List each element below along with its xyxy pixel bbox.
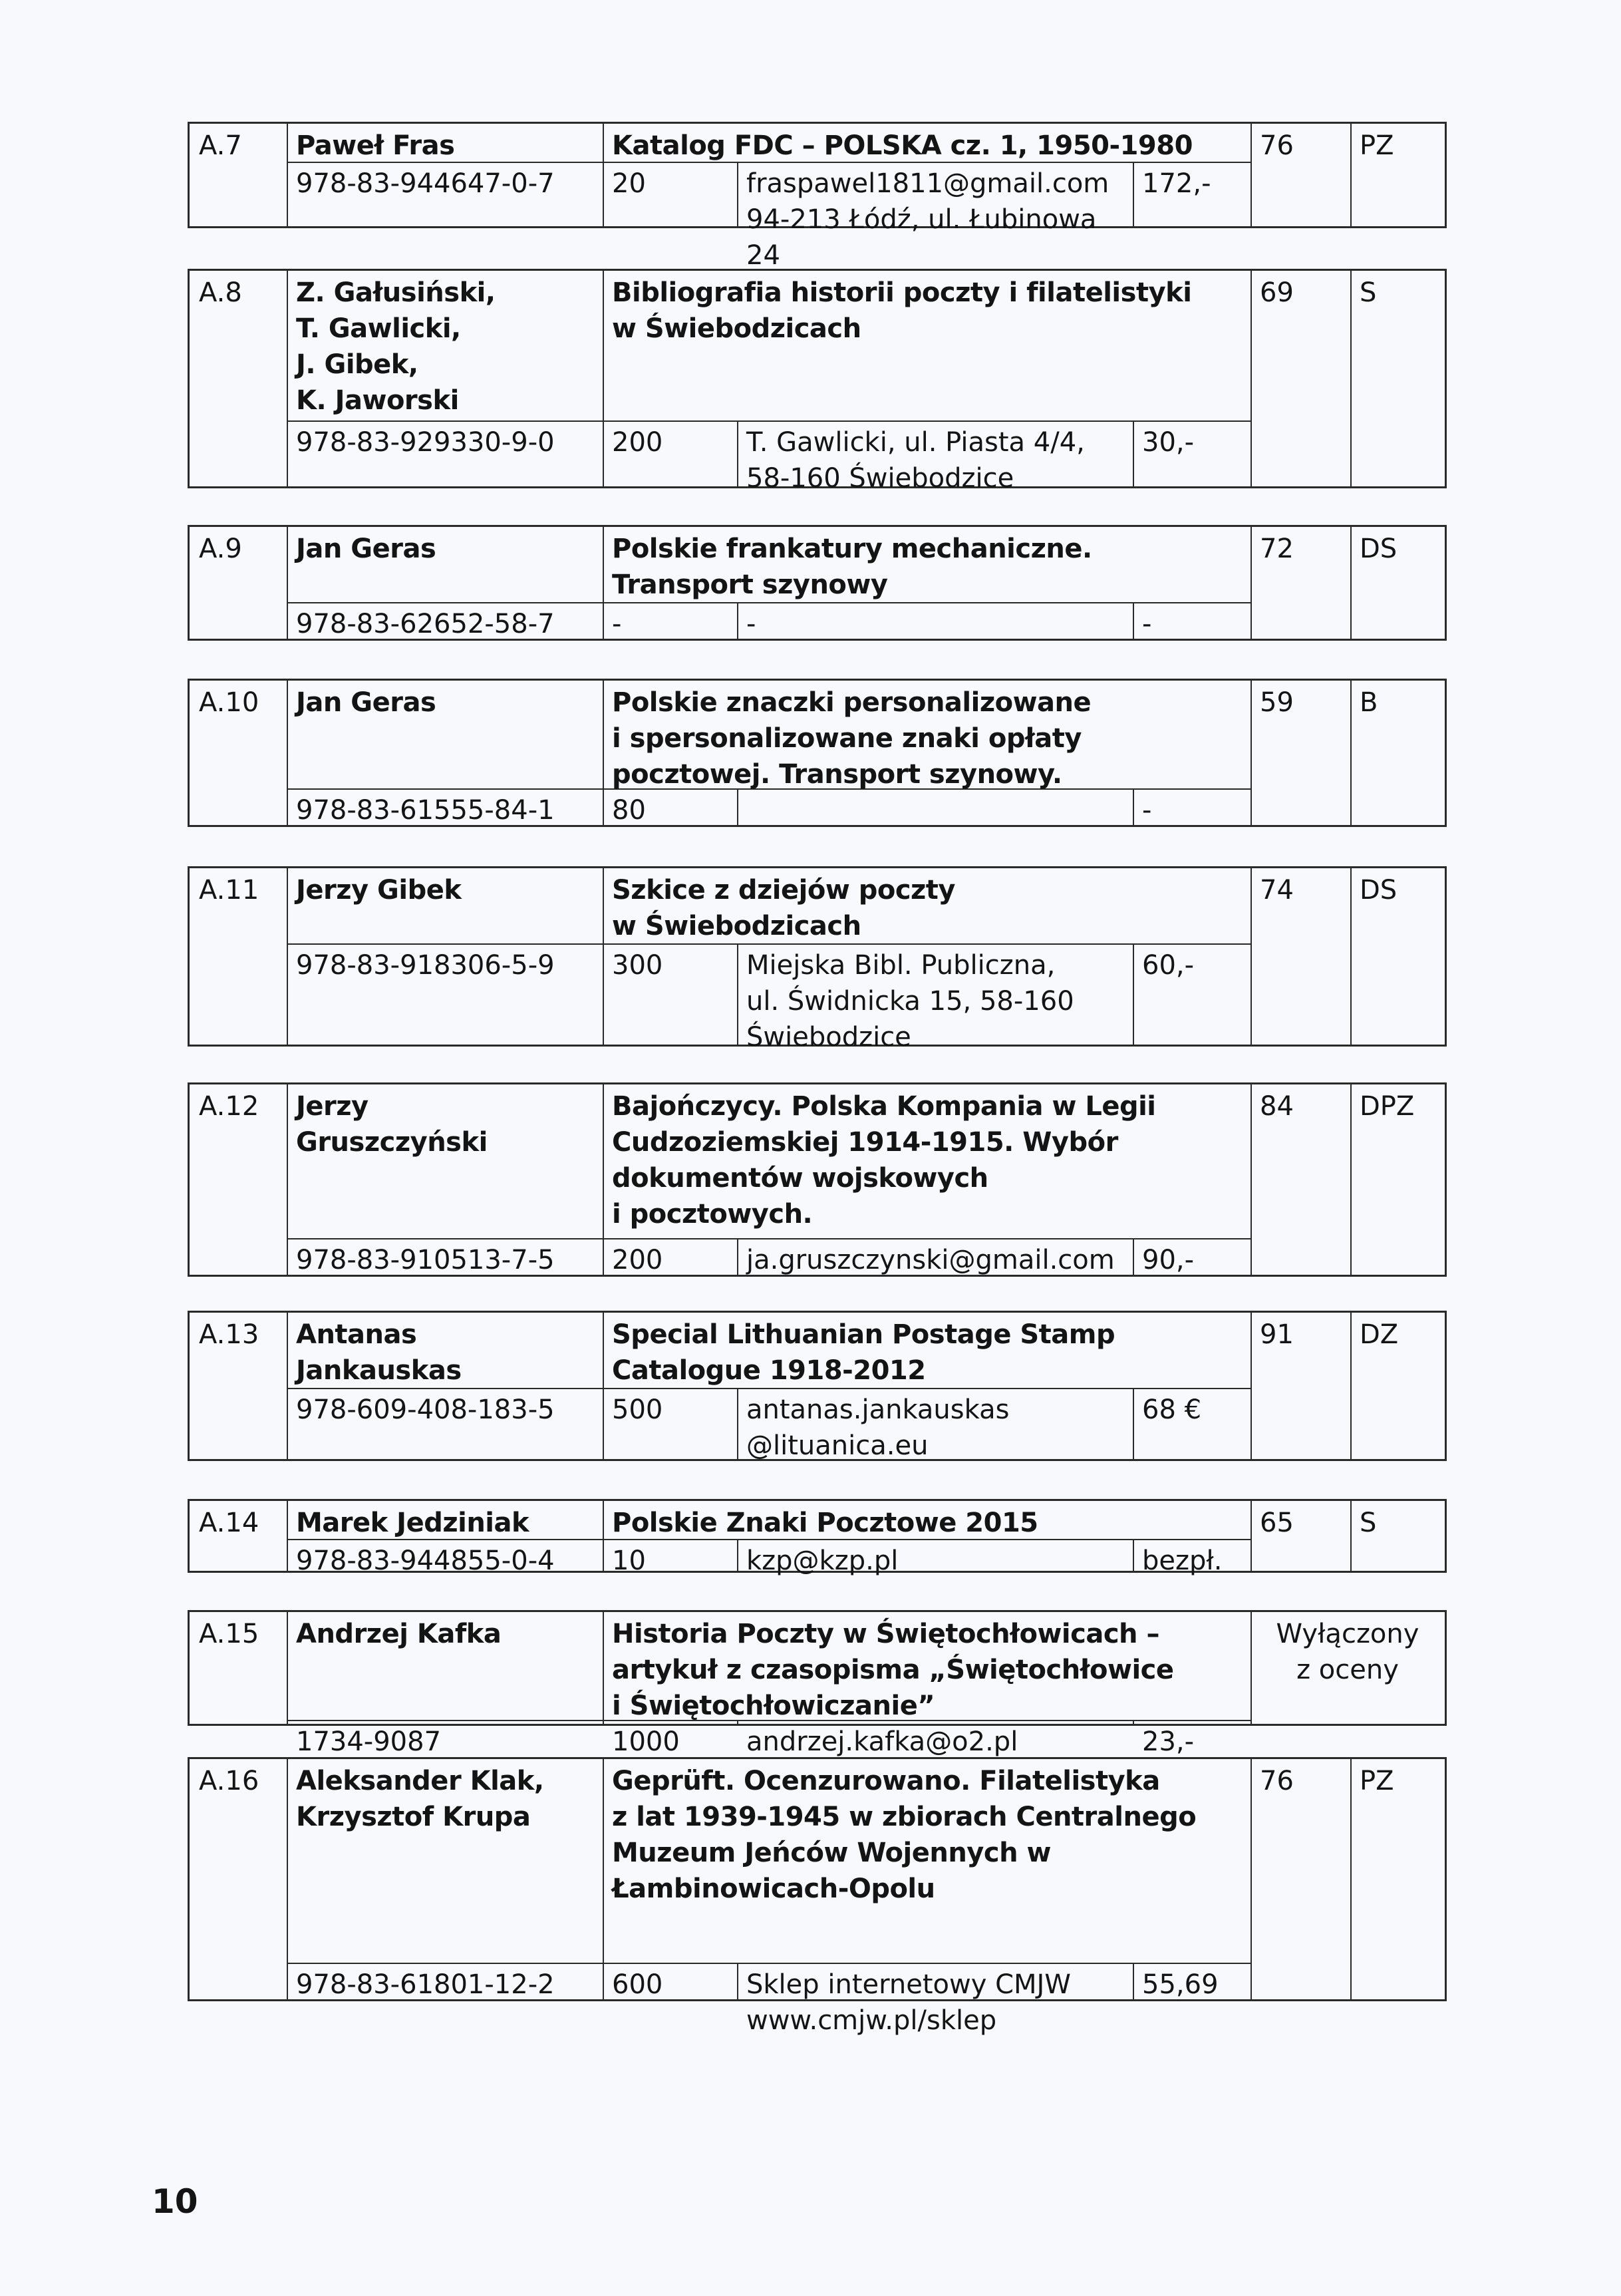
points: 65 [1260,1508,1294,1538]
copies: 600 [612,1969,663,2000]
contact: ja.gruszczynski@gmail.com [746,1245,1115,1275]
entry-number: A.11 [199,875,259,905]
price: - [1142,795,1152,826]
page-number: 10 [152,2182,198,2221]
points: 76 [1260,130,1294,161]
price: 68 € [1142,1394,1202,1425]
title: Special Lithuanian Postage Stamp Catalogue 1918-2012 [612,1319,1115,1386]
isbn: 978-83-944855-0-4 [296,1546,555,1576]
author: Marek Jedziniak [296,1508,529,1538]
title: Bibliografia historii poczty i filatelistyki w Świebodzicach [612,277,1192,344]
entry-a-11 [188,866,1447,1053]
contact: - [746,609,756,639]
author: Jan Geras [296,534,436,564]
price: bezpł. [1142,1546,1223,1576]
copies: 1000 [612,1726,680,1757]
copies: 80 [612,795,646,826]
medal: S [1360,277,1377,308]
title: Polskie Znaki Pocztowe 2015 [612,1508,1038,1538]
column-divider [737,788,738,825]
author: Paweł Fras [296,130,455,161]
entry-a-8 [188,269,1447,494]
copies: 300 [612,950,663,981]
price: 60,- [1142,950,1195,981]
price: 30,- [1142,427,1195,458]
contact: Sklep internetowy CMJW www.cmjw.pl/sklep [746,1969,1071,2036]
price: 55,69 [1142,1969,1219,2000]
contact: kzp@kzp.pl [746,1546,899,1576]
medal: DS [1360,875,1398,905]
medal: DPZ [1360,1091,1415,1122]
title: Historia Poczty w Świętochłowicach – artykuł z czasopisma „Świętochłowice i Świętochłowiczanie” [612,1619,1174,1721]
points: 74 [1260,875,1294,905]
title: Geprüft. Ocenzurowano. Filatelistyka z lat 1939-1945 w zbiorach Centralnego Muzeum Jeńców Wojennych w Łambinowicach-Opolu [612,1766,1197,1904]
isbn: 978-83-910513-7-5 [296,1245,555,1275]
title: Polskie znaczki personalizowane i spersonalizowane znaki opłaty pocztowej. Transport szynowy. [612,687,1092,790]
title: Szkice z dziejów poczty w Świebodzicach [612,875,955,941]
points: 59 [1260,687,1294,718]
medal: PZ [1360,130,1394,161]
entry-number: A.16 [199,1766,259,1796]
contact [737,788,1133,792]
points: 72 [1260,534,1294,564]
entry-number: A.8 [199,277,242,308]
entry-number: A.15 [199,1619,259,1649]
medal: DZ [1360,1319,1399,1350]
entry-number: A.14 [199,1508,259,1538]
points: 84 [1260,1091,1294,1122]
title: Polskie frankatury mechaniczne. Transport szynowy [612,534,1092,600]
author: Jan Geras [296,687,436,718]
entry-number: A.9 [199,534,242,564]
points: 76 [1260,1766,1294,1796]
copies: 20 [612,168,646,199]
points: 91 [1260,1319,1294,1350]
entry-a-10 [188,679,1447,827]
points: Wyłączony z oceny [1276,1619,1419,1685]
contact: Miejska Bibl. Publiczna, ul. Świdnicka 15, 58-160 Świebodzice [746,950,1074,1053]
isbn: 978-83-62652-58-7 [296,609,555,639]
price: 90,- [1142,1245,1195,1275]
price: 172,- [1142,168,1211,199]
price: 23,- [1142,1726,1195,1757]
author: Jerzy Gruszczyński [296,1091,488,1158]
entry-number: A.12 [199,1091,259,1122]
entry-a-12 [188,1082,1447,1277]
author: Antanas Jankauskas [296,1319,462,1386]
entry-number: A.7 [199,130,242,161]
entry-a-9 [188,525,1447,641]
isbn: 978-609-408-183-5 [296,1394,555,1425]
isbn: 1734-9087 [296,1726,442,1757]
entry-a-14 [188,1499,1447,1576]
entry-a-16 [188,1757,1447,2036]
isbn: 978-83-918306-5-9 [296,950,555,981]
entry-a-15 [188,1610,1447,1757]
author: Andrzej Kafka [296,1619,502,1649]
author: Jerzy Gibek [296,875,462,905]
author: Aleksander Klak, Krzysztof Krupa [296,1766,544,1832]
medal: S [1360,1508,1377,1538]
points: 69 [1260,277,1294,308]
contact: T. Gawlicki, ul. Piasta 4/4, 58-160 Świebodzice [746,427,1085,494]
medal: B [1360,687,1378,718]
medal: PZ [1360,1766,1394,1796]
contact: antanas.jankauskas @lituanica.eu [746,1394,1010,1461]
copies: 200 [612,427,663,458]
copies: 200 [612,1245,663,1275]
title: Katalog FDC – POLSKA cz. 1, 1950-1980 [612,130,1193,161]
copies: 500 [612,1394,663,1425]
entry-a-7 [188,122,1447,271]
isbn: 978-83-61555-84-1 [296,795,555,826]
price: - [1142,609,1152,639]
isbn: 978-83-929330-9-0 [296,427,555,458]
copies: - [612,609,622,639]
medal: DS [1360,534,1398,564]
entry-a-13 [188,1311,1447,1461]
isbn: 978-83-61801-12-2 [296,1969,555,2000]
entry-number: A.10 [199,687,259,718]
title: Bajończycy. Polska Kompania w Legii Cudzoziemskiej 1914-1915. Wybór dokumentów wojskowych i pocztowych. [612,1091,1156,1230]
contact: andrzej.kafka@o2.pl [746,1726,1018,1757]
contact: fraspawel1811@gmail.com 94-213 Łódź, ul. Łubinowa 24 [746,168,1109,271]
entry-number: A.13 [199,1319,259,1350]
copies: 10 [612,1546,646,1576]
author: Z. Gałusiński, T. Gawlicki, J. Gibek, K. Jaworski [296,277,496,416]
isbn: 978-83-944647-0-7 [296,168,555,199]
